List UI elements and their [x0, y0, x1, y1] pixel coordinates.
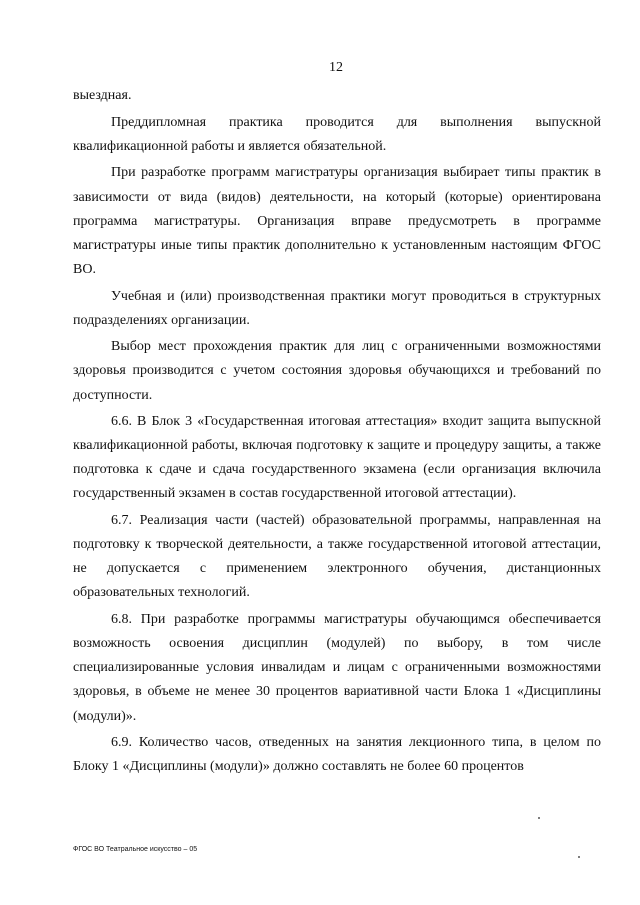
- scan-artifact: [578, 856, 580, 858]
- paragraph-practice-types: При разработке программ магистратуры организация выбирает типы практик в зависимости от вида (видов) деятельности, на который (которые) ориентирована программа магистратуры. Организация вправе предусмотреть в программе магистратуры иные типы практик дополнительно к установленным настоящим ФГОС ВО.: [73, 165, 601, 277]
- document-footer: ФГОС ВО Театральное искусство – 05: [73, 846, 198, 853]
- paragraph-6-7: 6.7. Реализация части (частей) образовательной программы, направленная на подготовку к творческой деятельности, а также государственной итоговой аттестации, не допускается с применением электронного обучения, дистанционных образовательных технологий.: [73, 513, 601, 601]
- page-number: 12: [329, 60, 343, 75]
- scan-artifact: [538, 817, 540, 819]
- paragraph-6-8: 6.8. При разработке программы магистратуры обучающимся обеспечивается возможность освоения дисциплин (модулей) по выбору, в том числе специализированные условия инвалидам и лицам с ограниченными возможностями здоровья, в объеме не менее 30 процентов вариативной части Блока 1 «Дисциплины (модули)».: [73, 612, 601, 724]
- paragraph-pre-diploma-practice: Преддипломная практика проводится для выполнения выпускной квалификационной работы и является обязательной.: [73, 114, 601, 154]
- paragraph-continuation: выездная.: [73, 88, 132, 103]
- paragraph-6-6: 6.6. В Блок 3 «Государственная итоговая аттестация» входит защита выпускной квалификационной работы, включая подготовку к защите и процедуру защиты, а также подготовка к сдаче и сдача государственного экзамена (если организация включила государственный экзамен в состав государственной итоговой аттестации).: [73, 414, 601, 502]
- document-body: [73, 84, 601, 782]
- paragraph-disabled-students: Выбор мест прохождения практик для лиц с ограниченными возможностями здоровья производится с учетом состояния здоровья обучающихся и требований по доступности.: [73, 339, 601, 403]
- paragraph-structural-units: Учебная и (или) производственная практики могут проводиться в структурных подразделениях организации.: [73, 288, 601, 328]
- paragraph-6-9: 6.9. Количество часов, отведенных на занятия лекционного типа, в целом по Блоку 1 «Дисциплины (модули)» должно составлять не более 60 процентов: [73, 735, 601, 775]
